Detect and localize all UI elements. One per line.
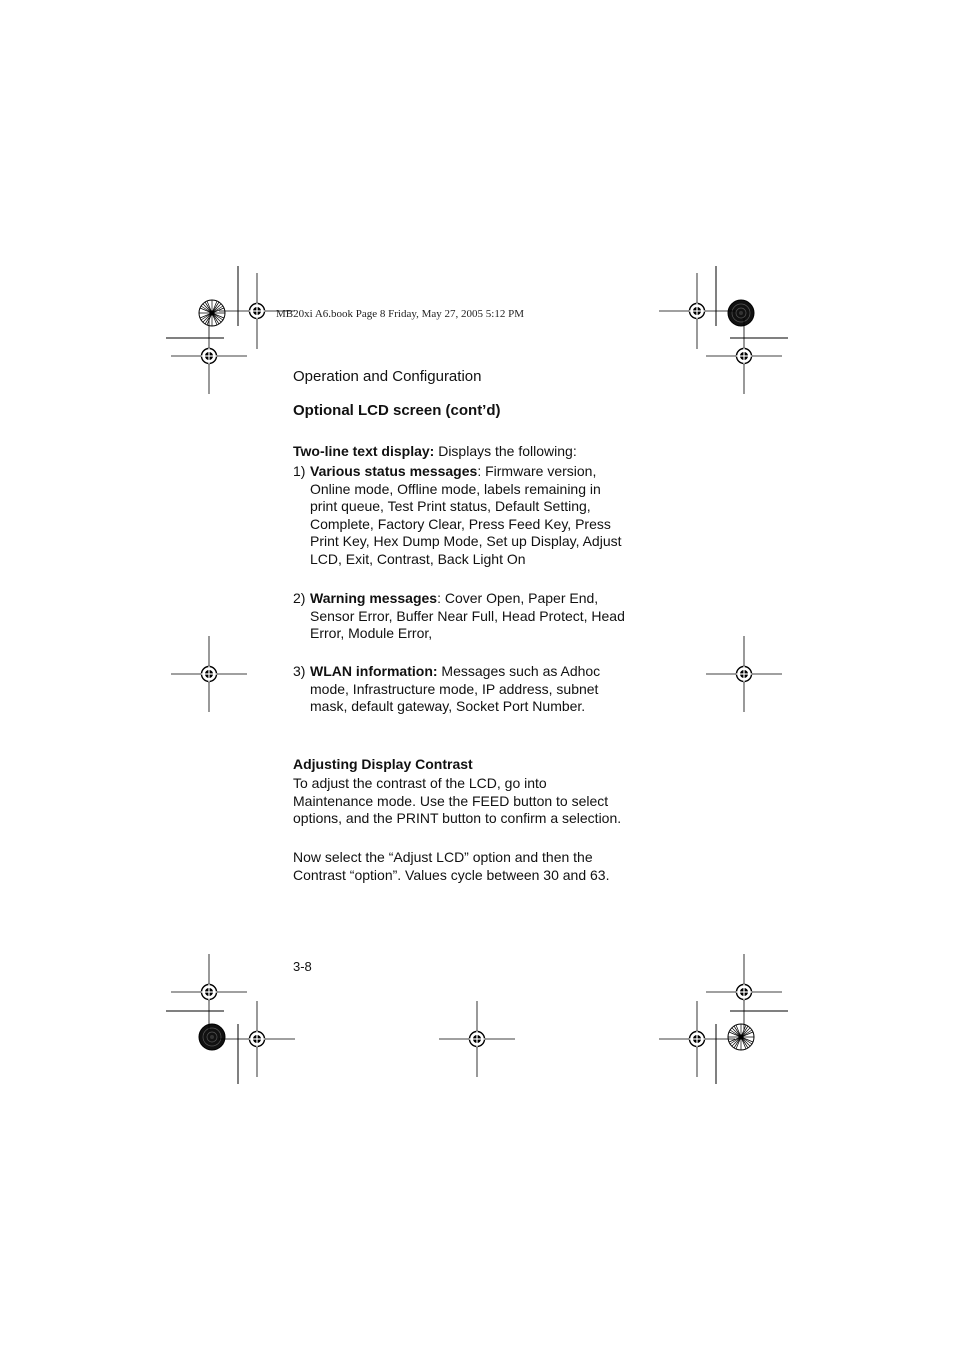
item-line: LCD, Exit, Contrast, Back Light On [310, 550, 526, 567]
item-line: Online mode, Offline mode, labels remaining in [310, 480, 601, 497]
contrast-paragraph-2 [293, 849, 609, 884]
paragraph-line: Maintenance mode. Use the FEED button to select [293, 792, 609, 809]
item-line: mask, default gateway, Socket Port Number. [310, 698, 586, 715]
item-number: 1) [293, 463, 306, 479]
page-title: Optional LCD screen (cont’d) [293, 402, 501, 419]
intro-text: Displays the following: [434, 443, 577, 459]
page-number: 3-8 [293, 959, 312, 974]
contrast-heading: Adjusting Display Contrast [293, 756, 473, 772]
paragraph-line: Now select the “Adjust LCD” option and then the [293, 849, 593, 865]
item-label: WLAN information: [310, 663, 438, 679]
paragraph-line: options, and the PRINT button to confirm a selection. [293, 810, 622, 827]
slug-line: MB20xi A6.book Page 8 Friday, May 27, 2005 5:12 PM [276, 308, 525, 320]
item-number: 3) [293, 663, 306, 679]
intro-label: Two-line text display: [293, 443, 435, 459]
item-text: : Firmware version, [477, 463, 597, 479]
item-line: Sensor Error, Buffer Near Full, Head Protect, Head [310, 607, 625, 624]
item-number: 2) [293, 590, 306, 606]
item-line: print queue, Test Print status, Default Setting, [310, 498, 591, 515]
item-line: Print Key, Hex Dump Mode, Set up Display, Adjust [310, 533, 622, 550]
item-text: Messages such as Adhoc [437, 663, 601, 679]
item-line: Complete, Factory Clear, Press Feed Key, Press [310, 515, 611, 532]
item-text: : Cover Open, Paper End, [437, 590, 599, 606]
paragraph-line: Contrast “option”. Values cycle between 30 and 63. [293, 866, 610, 883]
paragraph-line: To adjust the contrast of the LCD, go into [293, 775, 547, 791]
contrast-paragraph-1 [293, 775, 621, 828]
item-line: mode, Infrastructure mode, IP address, subnet [310, 680, 599, 697]
section-title: Operation and Configuration [293, 368, 482, 385]
item-label: Warning messages [310, 590, 438, 606]
intro-line [293, 443, 577, 461]
item-label: Various status messages [310, 463, 478, 479]
item-line: Error, Module Error, [310, 625, 433, 642]
